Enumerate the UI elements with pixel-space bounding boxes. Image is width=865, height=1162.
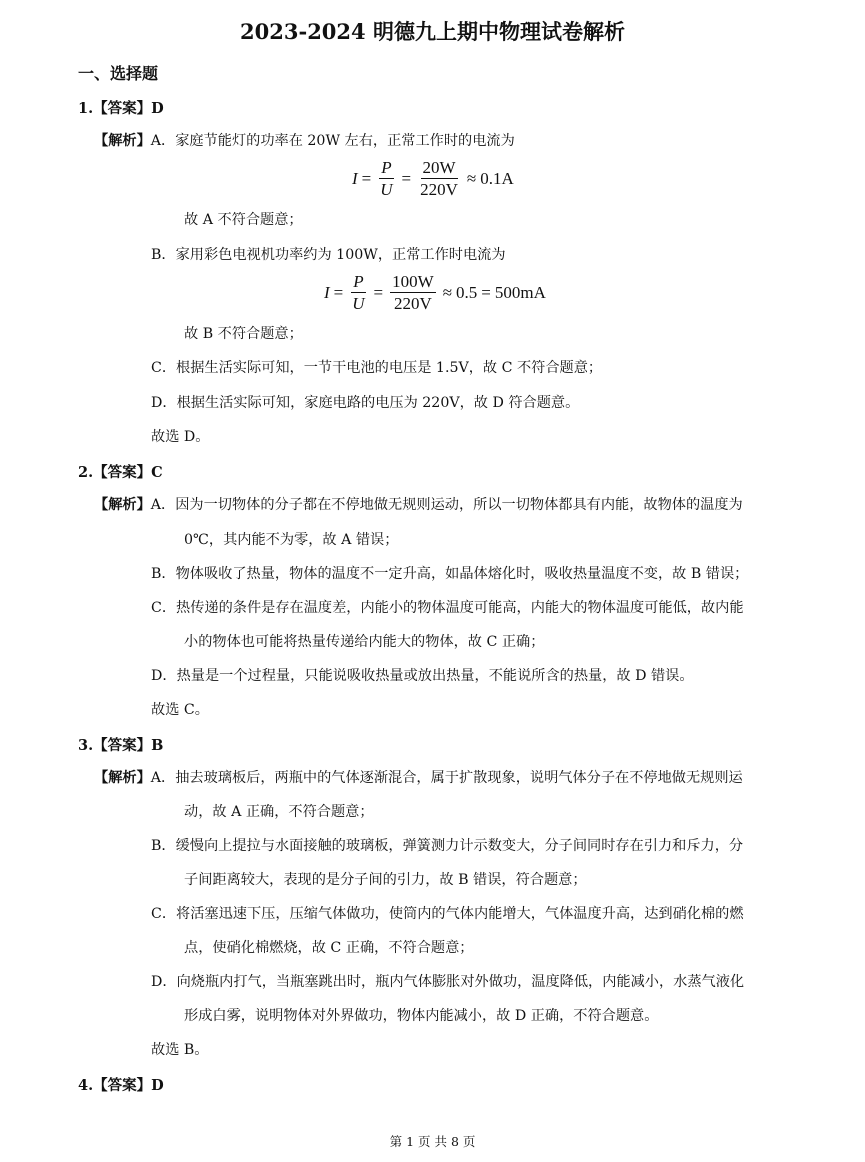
formula-result: 0.1A bbox=[480, 168, 514, 188]
q1-option-b-conclusion: 故 B 不符合题意； bbox=[184, 326, 303, 342]
q3-option-c-line1: C．将活塞迅速下压，压缩气体做功，使筒内的气体内能增大，气体温度升高，达到硝化棉的燃 bbox=[151, 906, 744, 922]
formula-var-u: U bbox=[352, 294, 365, 313]
page-footer: 第 1 页 共 8 页 bbox=[389, 1134, 476, 1149]
q2-option-a-line2: 0℃，其内能不为零，故 A 错误； bbox=[184, 532, 399, 548]
q3-number: 3. bbox=[78, 737, 94, 754]
q2-option-a-line1: A．因为一切物体的分子都在不停地做无规则运动，所以一切物体都具有内能，故物体的温度为 bbox=[150, 497, 743, 513]
q3-option-d-line1: D．向烧瓶内打气，当瓶塞跳出时，瓶内气体膨胀对外做功，温度降低，内能减小，水蒸气液化 bbox=[151, 974, 745, 990]
q2-answer-heading bbox=[78, 461, 163, 482]
q3-option-b-line2: 子间距离较大，表现的是分子间的引力，故 B 错误，符合题意； bbox=[184, 872, 587, 888]
q3-analysis-tag: 【解析】 bbox=[94, 770, 151, 786]
q3-option-a-line1: A．抽去玻璃板后，两瓶中的气体逐渐混合，属于扩散现象，说明气体分子在不停地做无规则运 bbox=[150, 770, 743, 786]
q1-option-a bbox=[94, 131, 515, 151]
q2-final-choice: 故选 C。 bbox=[151, 702, 209, 718]
formula-fraction-pu bbox=[378, 158, 394, 199]
q1-final-choice: 故选 D。 bbox=[151, 429, 210, 445]
formula-numerator: 20W bbox=[422, 158, 456, 177]
q3-answer-heading bbox=[78, 734, 163, 755]
formula-approx: ≈ bbox=[466, 168, 477, 188]
q2-option-b: B．物体吸收了热量，物体的温度不一定升高，如晶体熔化时，吸收热量温度不变，故 B 错误； bbox=[151, 566, 749, 582]
formula-equals: = bbox=[361, 168, 372, 188]
q1-answer-heading bbox=[78, 97, 164, 118]
formula-fraction-values bbox=[418, 158, 460, 199]
q1-option-a-text: A．家庭节能灯的功率在 20W 左右，正常工作时的电流为 bbox=[150, 133, 515, 149]
formula-approx: ≈ bbox=[442, 282, 453, 302]
formula-var-u: U bbox=[380, 180, 393, 199]
q2-answer: 【答案】C bbox=[93, 464, 163, 481]
formula-equals: = bbox=[401, 168, 412, 188]
formula-equals: = bbox=[373, 282, 384, 302]
formula-denominator: 220V bbox=[420, 180, 458, 199]
formula-denominator: 220V bbox=[394, 294, 432, 313]
q3-option-b-line1: B．缓慢向上提拉与水面接触的玻璃板，弹簧测力计示数变大，分子间同时存在引力和斥力，分 bbox=[151, 838, 744, 854]
q2-number: 2. bbox=[78, 464, 94, 481]
q3-final-choice: 故选 B。 bbox=[151, 1042, 209, 1058]
q1-formula-1 bbox=[352, 158, 514, 199]
q3-option-a bbox=[94, 768, 743, 788]
q1-option-d: D．根据生活实际可知，家庭电路的电压为 220V，故 D 符合题意。 bbox=[151, 395, 580, 411]
formula-numerator: 100W bbox=[392, 272, 434, 291]
q1-formula-2 bbox=[324, 272, 546, 313]
q1-answer: 【答案】D bbox=[93, 100, 164, 117]
q1-option-b: B．家用彩色电视机功率约为 100W，正常工作时电流为 bbox=[151, 247, 506, 263]
formula-fraction-values bbox=[390, 272, 436, 313]
q1-number: 1. bbox=[78, 100, 94, 117]
q2-option-c-line2: 小的物体也可能将热量传递给内能大的物体，故 C 正确； bbox=[184, 634, 545, 650]
q4-answer: 【答案】D bbox=[93, 1077, 164, 1094]
q1-option-a-conclusion: 故 A 不符合题意； bbox=[184, 212, 303, 228]
formula-intermediate: 0.5 bbox=[456, 282, 478, 302]
q2-analysis-tag: 【解析】 bbox=[94, 497, 151, 513]
page-title: 2023-2024 明德九上期中物理试卷解析 bbox=[240, 19, 625, 44]
formula-fraction-pu bbox=[350, 272, 366, 313]
q3-option-c-line2: 点，使硝化棉燃烧，故 C 正确，不符合题意； bbox=[184, 940, 474, 956]
formula-var-p: P bbox=[353, 272, 364, 291]
formula-var-p: P bbox=[381, 158, 392, 177]
formula-equals: = bbox=[333, 282, 344, 302]
q3-option-d-line2: 形成白雾，说明物体对外界做功，物体内能减小，故 D 正确，不符合题意。 bbox=[184, 1008, 659, 1024]
formula-result: 500mA bbox=[494, 282, 546, 302]
q3-option-a-line2: 动，故 A 正确，不符合题意； bbox=[184, 804, 374, 820]
formula-var-i: I bbox=[324, 282, 330, 302]
section-heading: 一、选择题 bbox=[78, 64, 159, 83]
q1-analysis-tag: 【解析】 bbox=[94, 133, 151, 149]
q4-answer-heading bbox=[78, 1074, 164, 1095]
q2-option-c-line1: C．热传递的条件是存在温度差，内能小的物体温度可能高，内能大的物体温度可能低，故内能 bbox=[151, 600, 744, 616]
q4-number: 4. bbox=[78, 1077, 94, 1094]
q2-option-d: D．热量是一个过程量，只能说吸收热量或放出热量，不能说所含的热量，故 D 错误。 bbox=[151, 668, 694, 684]
q3-answer: 【答案】B bbox=[93, 737, 164, 754]
formula-var-i: I bbox=[352, 168, 358, 188]
q1-option-c: C．根据生活实际可知，一节干电池的电压是 1.5V，故 C 不符合题意； bbox=[151, 360, 603, 376]
formula-equals: = bbox=[481, 282, 491, 302]
q2-option-a bbox=[94, 495, 743, 515]
